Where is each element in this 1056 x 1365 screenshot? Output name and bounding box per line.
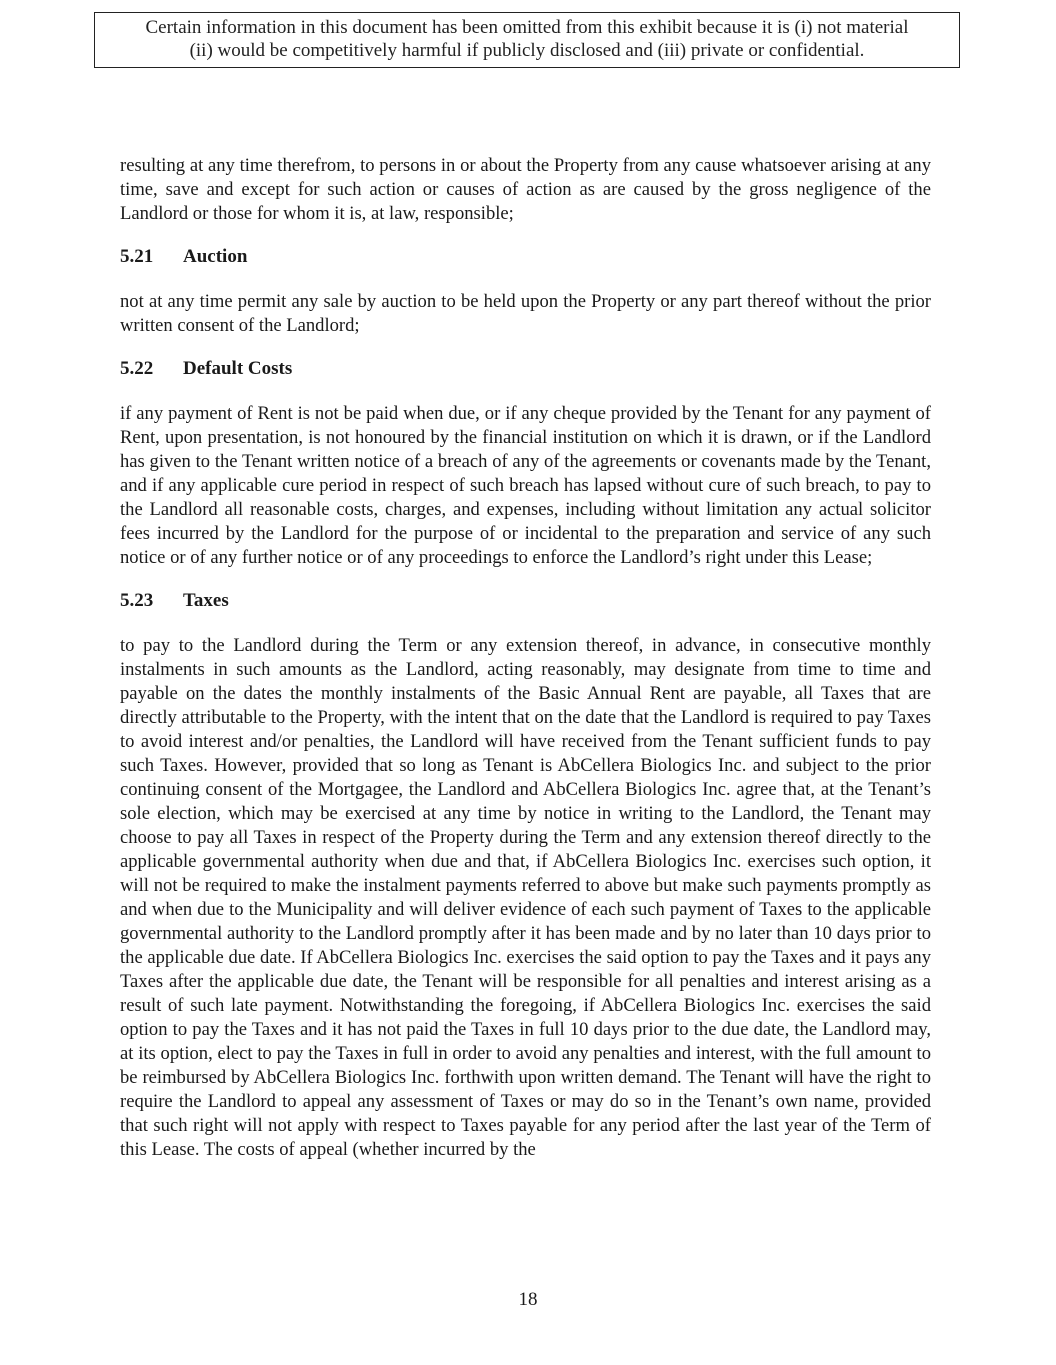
- document-body: [120, 154, 931, 1162]
- section-heading-5-21: [120, 245, 931, 269]
- section-heading-5-22: [120, 357, 931, 381]
- section-body-taxes: to pay to the Landlord during the Term or any extension thereof, in advance, in consecutive monthly instalments in such amounts as the Landlord, acting reasonably, may designate from time to time and payable on the dates the monthly instalments of the Basic Annual Rent are payable, all Taxes that are directly attributable to the Property, with the intent that on the date that the Landlord is required to pay Taxes to avoid interest and/or penalties, the Landlord will have received from the Tenant sufficient funds to pay such Taxes. However, provided that so long as Tenant is AbCellera Biologics Inc. and subject to the prior continuing consent of the Mortgagee, the Landlord and AbCellera Biologics Inc. agree that, at the Tenant’s sole election, which may be exercised at any time by notice in writing to the Landlord, the Tenant may choose to pay all Taxes in respect of the Property during the Term and any extension thereof directly to the applicable governmental authority when due and that, if AbCellera Biologics Inc. exercises such option, it will not be required to make the instalment payments referred to above but make such payments promptly as and when due to the Municipality and will deliver evidence of each such payment of Taxes to the applicable governmental authority to the Landlord promptly after it has been made and by no later than 10 days prior to the applicable due date. If AbCellera Biologics Inc. exercises the said option to pay the Taxes and it pays any Taxes after the applicable due date, the Tenant will be responsible for all penalties and interest arising as a result of such late payment. Notwithstanding the foregoing, if AbCellera Biologics Inc. exercises the said option to pay the Taxes and it has not paid the Taxes in full 10 days prior to the due date, the Landlord may, at its option, elect to pay the Taxes in full in order to avoid any penalties and interest, with the full amount to be reimbursed by AbCellera Biologics Inc. forthwith upon written demand. The Tenant will have the right to require the Landlord to appeal any assessment of Taxes or may do so in the Tenant’s own name, provided that such right will not apply with respect to Taxes payable for any period after the last year of the Term of this Lease. The costs of appeal (whether incurred by the: [120, 635, 931, 1160]
- section-number: 5.21: [120, 246, 154, 267]
- section-number: 5.22: [120, 358, 154, 379]
- section-title: Auction: [183, 246, 248, 267]
- section-body-default-costs: if any payment of Rent is not be paid when due, or if any cheque provided by the Tenant for any payment of Rent, upon presentation, is not honoured by the financial institution on which it is drawn, or if the Landlord has given to the Tenant written notice of a breach of any of the agreements or covenants made by the Tenant, and if any applicable cure period in respect of such breach has lapsed without cure of such breach, to pay to the Landlord all reasonable costs, charges, and expenses, including without limitation any actual solicitor fees incurred by the Landlord for the purpose of or incidental to the preparation and service of any such notice or of any further notice or of any proceedings to enforce the Landlord’s right under this Lease;: [120, 403, 931, 568]
- page-number: 18: [518, 1289, 538, 1310]
- notice-line-1: Certain information in this document has been omitted from this exhibit because it is (i) not material: [145, 17, 909, 38]
- section-body-auction: not at any time permit any sale by auction to be held upon the Property or any part thereof without the prior written consent of the Landlord;: [120, 291, 931, 336]
- section-number: 5.23: [120, 590, 154, 611]
- section-title: Default Costs: [183, 358, 293, 379]
- confidentiality-notice: [94, 12, 960, 68]
- notice-line-2: (ii) would be competitively harmful if publicly disclosed and (iii) private or confidential.: [189, 40, 865, 61]
- section-title: Taxes: [183, 590, 229, 611]
- continuation-paragraph: resulting at any time therefrom, to persons in or about the Property from any cause whatsoever arising at any time, save and except for such action or causes of action as are caused by the gross negligence of the Landlord or those for whom it is, at law, responsible;: [120, 155, 931, 224]
- section-heading-5-23: [120, 589, 931, 613]
